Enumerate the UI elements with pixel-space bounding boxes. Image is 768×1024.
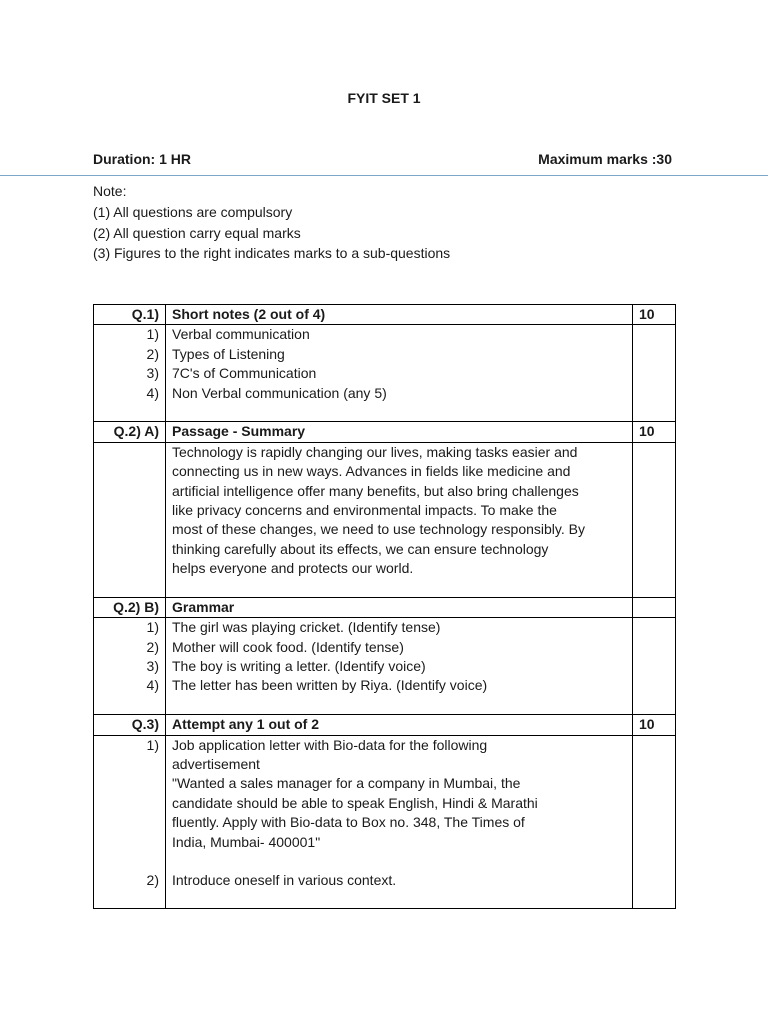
passage-line: most of these changes, we need to use technology responsibly. By	[172, 521, 585, 538]
item-number: 2)	[146, 638, 159, 655]
question-marks: 10	[633, 305, 676, 325]
question-header-row	[94, 305, 676, 325]
question-item: Types of Listening	[172, 345, 285, 362]
question-item: Mother will cook food. (Identify tense)	[172, 638, 404, 655]
notes-heading: Note:	[93, 183, 127, 199]
question-item-line: India, Mumbai- 400001"	[172, 833, 321, 850]
question-item: Verbal communication	[172, 326, 310, 343]
question-title: Attempt any 1 out of 2	[166, 715, 633, 735]
notes-section	[93, 181, 450, 264]
passage-line: connecting us in new ways. Advances in fields like medicine and	[172, 463, 571, 480]
passage-line: helps everyone and protects our world.	[172, 560, 414, 577]
note-item: (2) All question carry equal marks	[93, 224, 301, 241]
note-item: (3) Figures to the right indicates marks to a sub-questions	[93, 245, 451, 262]
item-number: 4)	[146, 384, 159, 401]
item-number: 1)	[146, 326, 159, 343]
note-item: (1) All questions are compulsory	[93, 203, 293, 220]
question-number: Q.2) B)	[94, 597, 166, 617]
question-item: The boy is writing a letter. (Identify voice)	[172, 658, 426, 675]
question-item: Introduce oneself in various context.	[172, 872, 397, 889]
passage-line: thinking carefully about its effects, we can ensure technology	[172, 540, 549, 557]
question-body-row	[94, 442, 676, 597]
question-body-row	[94, 325, 676, 422]
question-header-row	[94, 715, 676, 735]
question-item-line: Job application letter with Bio-data for the following	[172, 736, 488, 753]
question-title: Short notes (2 out of 4)	[166, 305, 633, 325]
question-item-line: candidate should be able to speak English, Hindi & Marathi	[172, 794, 538, 811]
question-number: Q.1)	[94, 305, 166, 325]
question-header-row	[94, 422, 676, 442]
page-title: FYIT SET 1	[347, 90, 421, 106]
item-number: 2)	[146, 872, 159, 889]
question-item: The letter has been written by Riya. (Identify voice)	[172, 677, 488, 694]
max-marks-label: Maximum marks :30	[538, 151, 672, 167]
question-title: Passage - Summary	[166, 422, 633, 442]
question-item: Non Verbal communication (any 5)	[172, 384, 387, 401]
question-number: Q.3)	[94, 715, 166, 735]
question-body-row	[94, 618, 676, 715]
item-number: 1)	[146, 736, 159, 753]
passage-line: Technology is rapidly changing our lives, making tasks easier and	[172, 443, 578, 460]
question-body-row	[94, 735, 676, 908]
header-divider	[0, 175, 768, 176]
passage-line: artificial intelligence offer many benefits, but also bring challenges	[172, 482, 579, 499]
item-number: 4)	[146, 677, 159, 694]
question-table	[93, 304, 676, 909]
question-header-row	[94, 597, 676, 617]
item-number: 3)	[146, 658, 159, 675]
passage-text	[166, 442, 633, 597]
item-number: 1)	[146, 619, 159, 636]
duration-label: Duration: 1 HR	[93, 151, 191, 167]
question-marks	[633, 597, 676, 617]
question-item-line: "Wanted a sales manager for a company in Mumbai, the	[172, 775, 521, 792]
passage-line: like privacy concerns and environmental impacts. To make the	[172, 502, 557, 519]
item-number: 3)	[146, 365, 159, 382]
question-title: Grammar	[166, 597, 633, 617]
question-item: 7C's of Communication	[172, 365, 317, 382]
question-item: The girl was playing cricket. (Identify tense)	[172, 619, 441, 636]
question-number: Q.2) A)	[94, 422, 166, 442]
question-item-line: fluently. Apply with Bio-data to Box no. 348, The Times of	[172, 814, 525, 831]
question-marks: 10	[633, 422, 676, 442]
question-item-line: advertisement	[172, 756, 260, 773]
item-number: 2)	[146, 345, 159, 362]
question-marks: 10	[633, 715, 676, 735]
